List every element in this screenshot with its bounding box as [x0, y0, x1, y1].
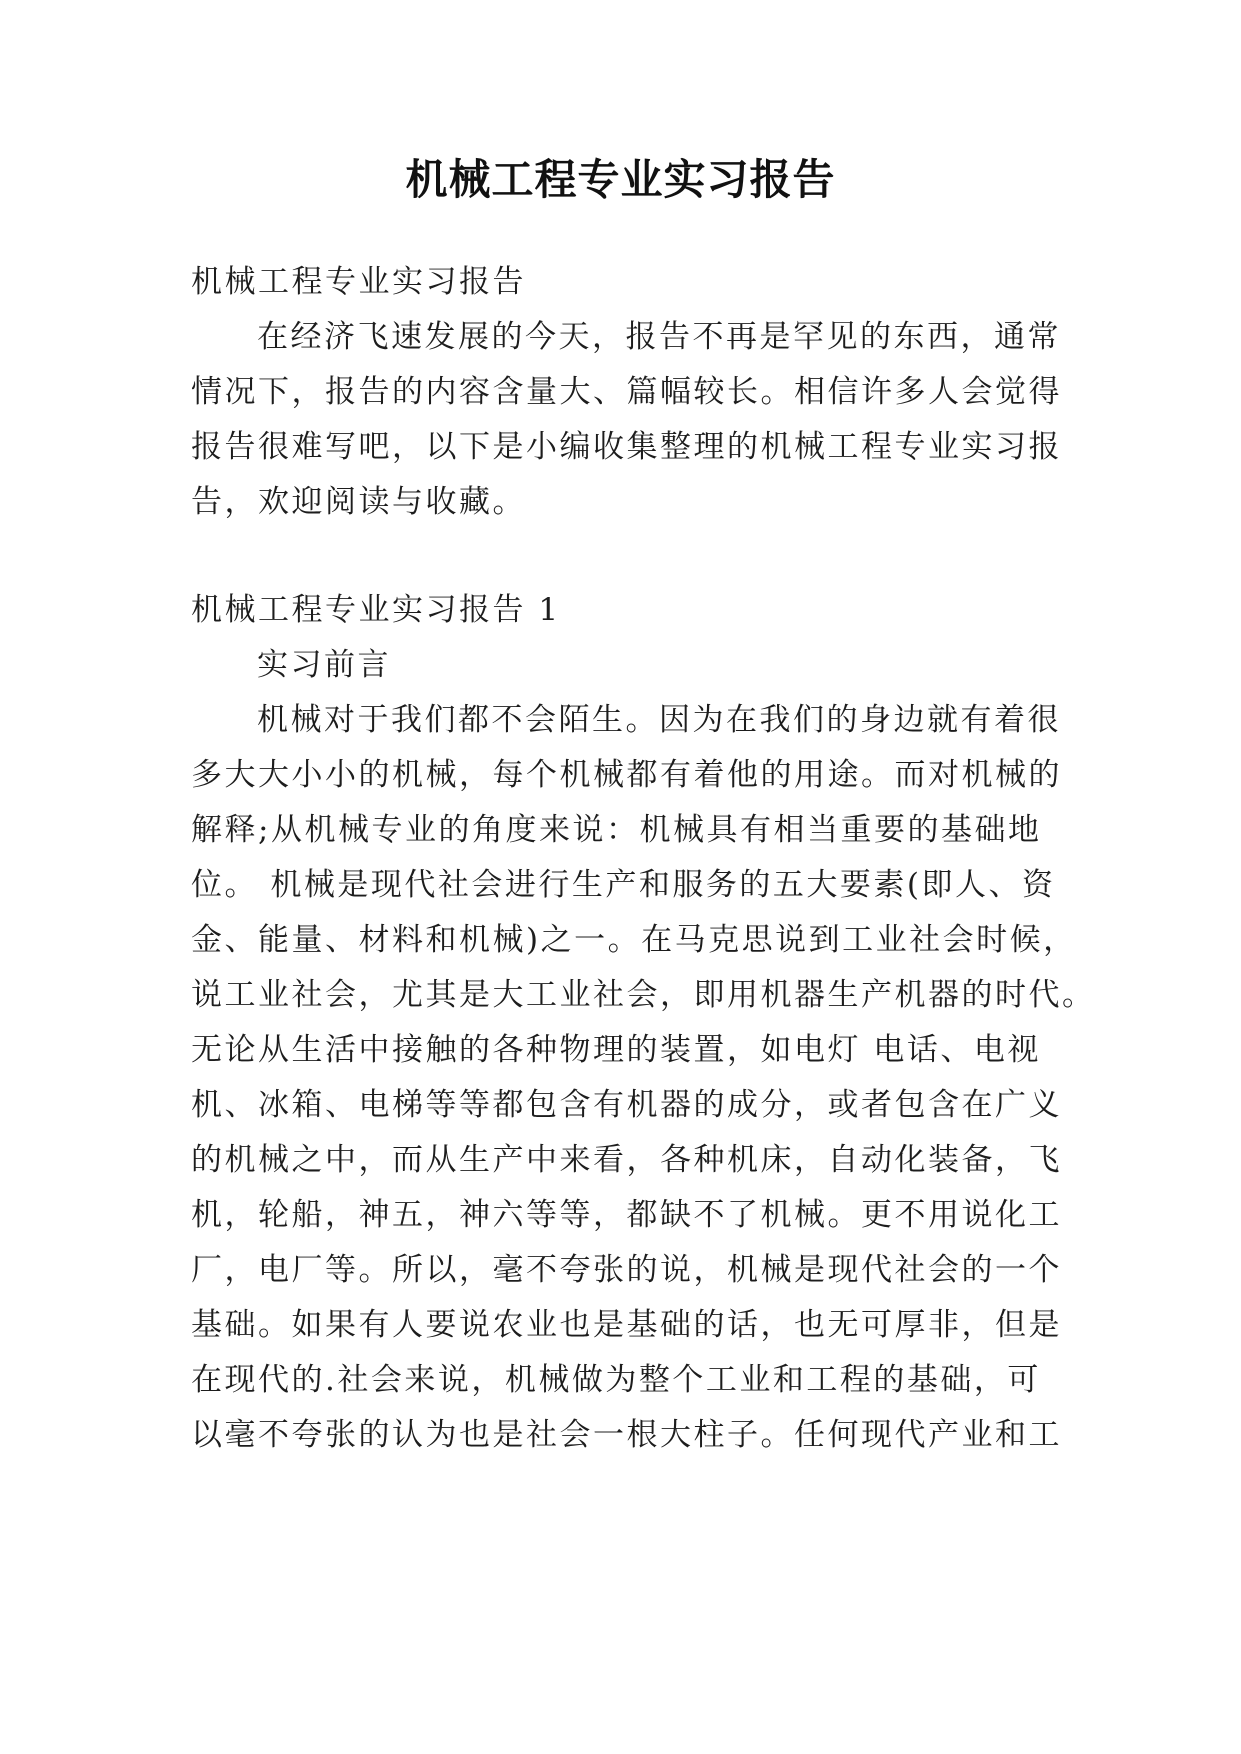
body-paragraph-line: 的机械之中，而从生产中来看，各种机床，自动化装备，飞	[191, 1142, 1062, 1178]
body-paragraph-line: 金、能量、材料和机械)之一。在马克思说到工业社会时候，	[191, 922, 1077, 958]
body-paragraph-line: 机，轮船，神五，神六等等，都缺不了机械。更不用说化工	[191, 1197, 1062, 1233]
body-paragraph-line: 机械对于我们都不会陌生。因为在我们的身边就有着很	[257, 702, 1061, 738]
body-paragraph-line: 在现代的.社会来说，机械做为整个工业和工程的基础，可	[191, 1362, 1041, 1398]
body-paragraph-line: 多大大小小的机械，每个机械都有着他的用途。而对机械的	[191, 757, 1062, 793]
section-heading: 机械工程专业实习报告 1	[191, 592, 561, 628]
body-paragraph-line: 机、冰箱、电梯等等都包含有机器的成分，或者包含在广义	[191, 1087, 1062, 1123]
body-paragraph-line: 厂，电厂等。所以，毫不夸张的说，机械是现代社会的一个	[191, 1252, 1062, 1288]
body-paragraph-line: 位。 机械是现代社会进行生产和服务的五大要素(即人、资	[191, 867, 1056, 903]
intro-paragraph-line: 在经济飞速发展的今天，报告不再是罕见的东西，通常	[257, 319, 1061, 355]
body-paragraph-line: 基础。如果有人要说农业也是基础的话，也无可厚非，但是	[191, 1307, 1062, 1343]
body-paragraph-line: 解释;从机械专业的角度来说：机械具有相当重要的基础地	[191, 812, 1042, 848]
body-paragraph-line: 以毫不夸张的认为也是社会一根大柱子。任何现代产业和工	[191, 1417, 1062, 1453]
intro-paragraph-line: 报告很难写吧，以下是小编收集整理的机械工程专业实习报	[191, 429, 1062, 465]
intro-paragraph-line: 告，欢迎阅读与收藏。	[191, 484, 526, 520]
intro-heading: 机械工程专业实习报告	[191, 264, 526, 300]
body-paragraph-line: 说工业社会，尤其是大工业社会，即用机器生产机器的时代。	[191, 977, 1096, 1013]
body-paragraph-line: 无论从生活中接触的各种物理的装置，如电灯 电话、电视	[191, 1032, 1041, 1068]
section-subheading: 实习前言	[257, 647, 391, 683]
intro-paragraph-line: 情况下，报告的内容含量大、篇幅较长。相信许多人会觉得	[191, 374, 1062, 410]
document-title: 机械工程专业实习报告	[405, 155, 836, 204]
